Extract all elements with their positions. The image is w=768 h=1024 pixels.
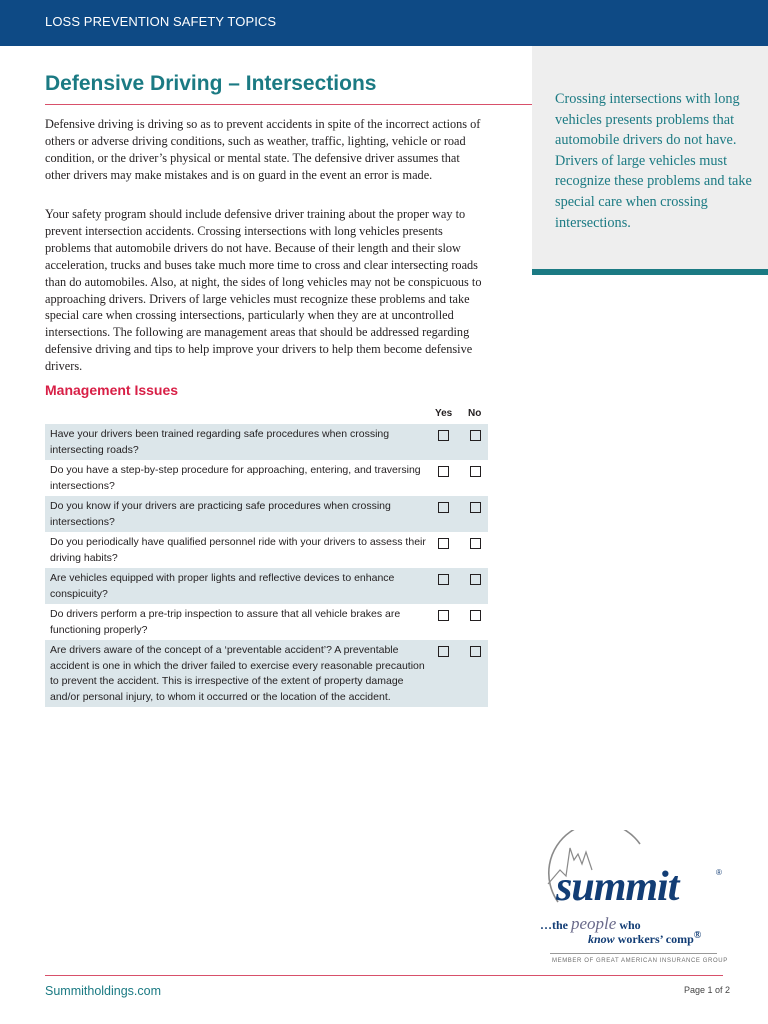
tagline-know: know: [588, 932, 615, 946]
checklist-question: Do you periodically have qualified personnel ride with your drivers to assess their driving habits?: [50, 536, 426, 564]
logo-wordmark: summit: [556, 864, 679, 910]
page-title: Defensive Driving – Intersections: [45, 72, 377, 95]
no-checkbox[interactable]: [470, 574, 481, 585]
no-column-header: No: [468, 408, 482, 419]
checklist-question: Do you have a step-by-step procedure for approaching, entering, and traversing intersections?: [50, 464, 421, 492]
tagline-registered-mark: ®: [693, 930, 702, 941]
tagline-people: people: [571, 914, 617, 933]
yes-checkbox[interactable]: [438, 646, 449, 657]
no-checkbox[interactable]: [470, 646, 481, 657]
no-checkbox[interactable]: [470, 538, 481, 549]
no-checkbox[interactable]: [470, 466, 481, 477]
pullquote-accent-bar: [532, 269, 768, 275]
checklist-row: [45, 640, 488, 707]
yes-checkbox[interactable]: [438, 610, 449, 621]
checklist-question: Are vehicles equipped with proper lights and reflective devices to enhance conspicuity?: [50, 572, 395, 600]
checklist-row: [45, 532, 488, 568]
header-label: LOSS PREVENTION SAFETY TOPICS: [45, 14, 277, 29]
checklist-row: [45, 460, 488, 496]
title-divider: [45, 104, 532, 105]
checklist-question: Do drivers perform a pre-trip inspection to assure that all vehicle brakes are functioning properly?: [50, 608, 401, 636]
logo-registered-mark: ®: [716, 868, 722, 877]
checklist-question: Are drivers aware of the concept of a ‘preventable accident’? A preventable accident is one in which the driver failed to exercise every reasonable precaution to prevent the accident. This is irrespective of the extent of property damage and/or personal injury, to whom it occurred or the location of the accident.: [50, 644, 425, 703]
checklist: [45, 424, 488, 707]
tagline-who: who: [619, 918, 641, 932]
logo-divider: [550, 953, 717, 954]
no-checkbox[interactable]: [470, 430, 481, 441]
tagline-the: …the: [540, 918, 568, 932]
checklist-question: Have your drivers been trained regarding safe procedures when crossing intersecting roads?: [50, 428, 390, 456]
pullquote-text: Crossing intersections with long vehicles presents problems that automobile drivers do not have. Drivers of large vehicles must recognize these problems and take special care when crossing intersections.: [555, 91, 752, 231]
section-heading: Management Issues: [45, 382, 179, 398]
yes-checkbox[interactable]: [438, 538, 449, 549]
logo-tagline-bottom: [588, 930, 701, 947]
checklist-row: [45, 496, 488, 532]
summit-logo: [530, 830, 730, 946]
yes-column-header: Yes: [435, 408, 453, 419]
header-bar: [0, 0, 768, 46]
checklist-question: Do you know if your drivers are practicing safe procedures when crossing intersections?: [50, 500, 391, 528]
yes-checkbox[interactable]: [438, 466, 449, 477]
checklist-row: [45, 424, 488, 460]
footer-website-link[interactable]: Summitholdings.com: [45, 984, 162, 998]
yes-checkbox[interactable]: [438, 430, 449, 441]
checklist-row: [45, 604, 488, 640]
no-checkbox[interactable]: [470, 502, 481, 513]
checklist-row: [45, 568, 488, 604]
tagline-rest: workers’ comp: [617, 932, 694, 946]
program-paragraph: Your safety program should include defensive driver training about the proper way to prevent intersection accidents. Crossing intersections with long vehicles presents problems that automobile drivers do not have. Because of their length and their slow acceleration, trucks and buses take much more time to cross and clear intersecting roads than do automobiles. Also, at night, the sides of long vehicles may not be conspicuous to approaching drivers. Drivers of large vehicles must recognize these problems and take special care when crossing intersections, particularly when they are at uncontrolled intersections. The following are management areas that should be addressed regarding defensive driving and tips to help improve your drivers to help them become defensive drivers.: [45, 207, 482, 374]
page-number: Page 1 of 2: [684, 985, 731, 995]
member-line: MEMBER OF GREAT AMERICAN INSURANCE GROUP: [552, 958, 728, 964]
yes-checkbox[interactable]: [438, 502, 449, 513]
footer-divider: [45, 975, 723, 976]
intro-paragraph: Defensive driving is driving so as to prevent accidents in spite of the incorrect actions of others or adverse driving conditions, such as weather, traffic, lighting, vehicle or road condition, or the driver’s physical or mental state. The defensive driver assumes that other drivers may make mistakes and is on guard in the event an error is made.: [45, 117, 481, 182]
yes-checkbox[interactable]: [438, 574, 449, 585]
no-checkbox[interactable]: [470, 610, 481, 621]
